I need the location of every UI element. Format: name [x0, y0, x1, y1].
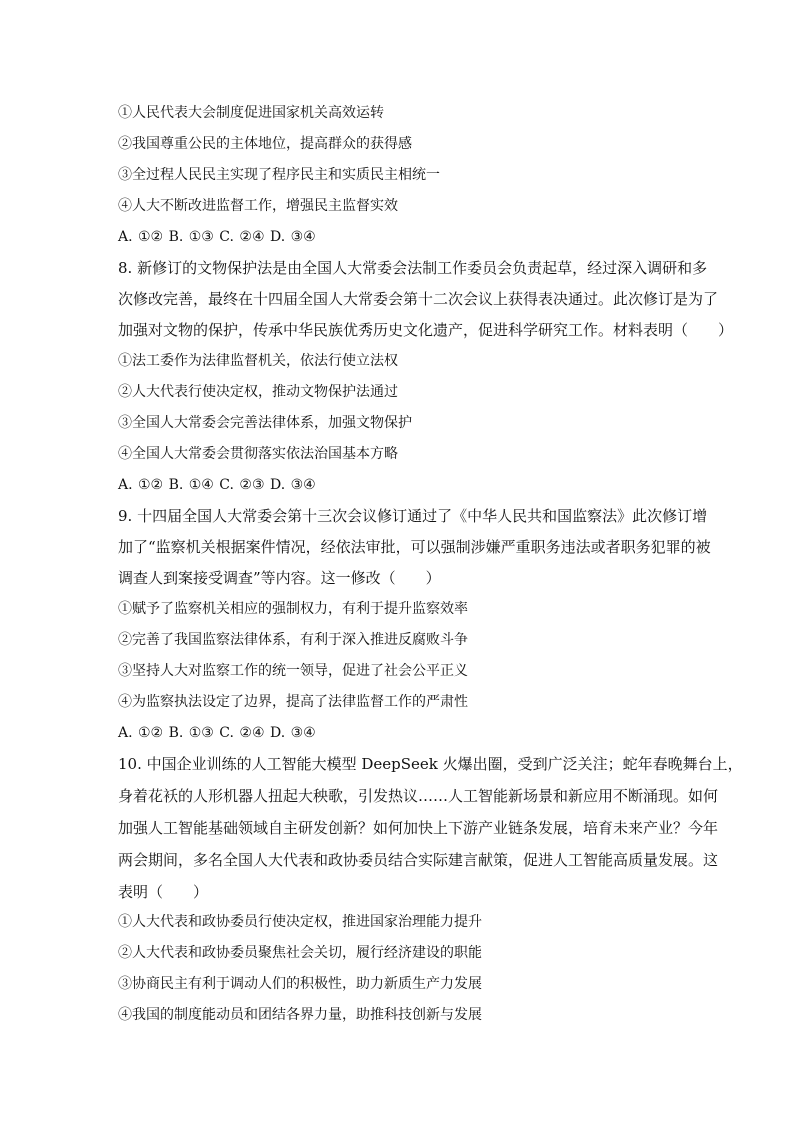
- q10-option-3: ③协商民主有利于调动人们的积极性，助力新质生产力发展: [118, 976, 482, 992]
- q9-option-4: ④为监察执法设定了边界，提高了法律监督工作的严肃性: [118, 694, 468, 710]
- q9-stem-line-2: 加了“监察机关根据案件情况，经依法审批，可以强制涉嫌严重职务违法或者职务犯罪的被: [118, 538, 711, 556]
- q9-answer-choices: A. ①② B. ①③ C. ②④ D. ③④: [118, 725, 316, 741]
- q8-option-3: ③全国人大常委会完善法律体系，加强文物保护: [118, 415, 412, 431]
- q8-stem-line-1: 8. 新修订的文物保护法是由全国人大常委会法制工作委员会负责起草，经过深入调研和多: [118, 259, 708, 277]
- q10-option-4: ④我国的制度能动员和团结各界力量，助推科技创新与发展: [118, 1007, 482, 1023]
- q10-stem-line-4: 两会期间，多名全国人大代表和政协委员结合实际建言献策，促进人工智能高质量发展。这: [118, 851, 719, 869]
- q8-stem-line-3: 加强对文物的保护，传承中华民族优秀历史文化遗产，促进科学研究工作。材料表明（ ）: [118, 321, 734, 339]
- q8-answer-choices: A. ①② B. ①④ C. ②③ D. ③④: [118, 477, 316, 493]
- q8-stem-line-2: 次修改完善，最终在十四届全国人大常委会第十二次会议上获得表决通过。此次修订是为了: [118, 290, 719, 308]
- q7-option-3: ③全过程人民民主实现了程序民主和实质民主相统一: [118, 167, 440, 183]
- q10-stem-line-3: 加强人工智能基础领域自主研发创新？如何加快上下游产业链条发展，培育未来产业？今年: [118, 819, 719, 837]
- q7-option-1: ①人民代表大会制度促进国家机关高效运转: [118, 105, 384, 121]
- q7-answer-choices: A. ①② B. ①③ C. ②④ D. ③④: [118, 229, 316, 245]
- q9-stem-line-3: 调查人到案接受调查”等内容。这一修改（ ）: [118, 569, 441, 587]
- q10-stem-line-1: 10. 中国企业训练的人工智能大模型 DeepSeek 火爆出圈，受到广泛关注；蛇年春晚舞台上，: [118, 755, 743, 773]
- q10-option-2: ②人大代表和政协委员聚焦社会关切，履行经济建设的职能: [118, 945, 482, 961]
- q8-option-1: ①法工委作为法律监督机关，依法行使立法权: [118, 353, 398, 369]
- q10-stem-line-2: 身着花袄的人形机器人扭起大秧歌，引发热议……人工智能新场景和新应用不断涌现。如何: [118, 787, 719, 805]
- q9-stem-line-1: 9. 十四届全国人大常委会第十三次会议修订通过了《中华人民共和国监察法》此次修订增: [118, 507, 708, 525]
- q7-option-4: ④人大不断改进监督工作，增强民主监督实效: [118, 198, 398, 214]
- q8-option-2: ②人大代表行使决定权，推动文物保护法通过: [118, 384, 398, 400]
- q10-stem-line-5: 表明（ ）: [118, 883, 209, 901]
- q9-option-1: ①赋予了监察机关相应的强制权力，有利于提升监察效率: [118, 601, 468, 617]
- q10-option-1: ①人大代表和政协委员行使决定权，推进国家治理能力提升: [118, 914, 482, 930]
- q9-option-3: ③坚持人大对监察工作的统一领导，促进了社会公平正义: [118, 663, 468, 679]
- q9-option-2: ②完善了我国监察法律体系，有利于深入推进反腐败斗争: [118, 632, 468, 648]
- q7-option-2: ②我国尊重公民的主体地位，提高群众的获得感: [118, 136, 412, 152]
- q8-option-4: ④全国人大常委会贯彻落实依法治国基本方略: [118, 446, 398, 462]
